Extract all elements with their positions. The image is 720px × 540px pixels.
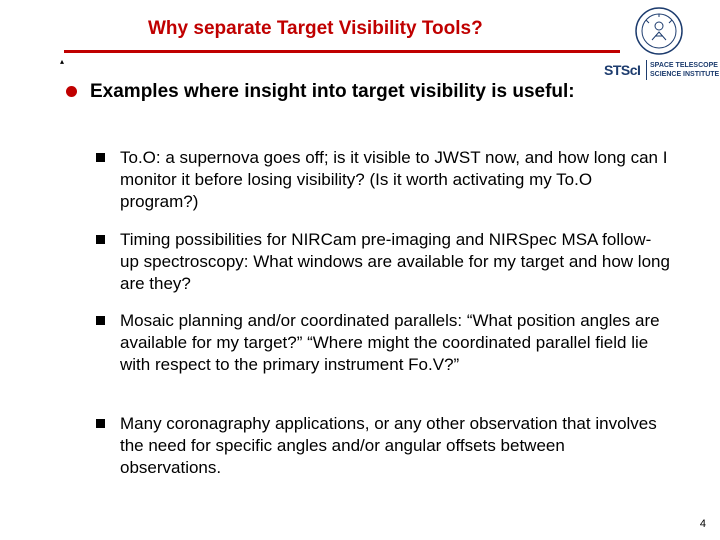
- list-item-text: To.O: a supernova goes off; is it visible to JWST now, and how long can I monitor it before losing visibility? (Is it worth activating my To.O program?): [120, 148, 668, 211]
- institute-seal-icon: [634, 6, 684, 56]
- underline-mark: ▴: [60, 57, 65, 66]
- slide-title: Why separate Target Visibility Tools?: [148, 18, 483, 39]
- bullet-dot-icon: [66, 86, 77, 97]
- square-bullet-icon: [96, 235, 105, 244]
- institute-name: [650, 61, 720, 79]
- list-item-text: Mosaic planning and/or coordinated parallels: “What position angles are available for my target?” “Where might the coordinated parallel field lie with respect to the primary instrument Fo.V?”: [120, 311, 660, 374]
- title-underline: [64, 50, 620, 53]
- institute-name-line2: SCIENCE INSTITUTE: [650, 71, 720, 78]
- logo-abbreviation: STScI: [604, 62, 641, 78]
- list-item-text: Timing possibilities for NIRCam pre-imaging and NIRSpec MSA follow-up spectroscopy: What windows are available for my target and how long are they?: [120, 230, 670, 293]
- square-bullet-icon: [96, 153, 105, 162]
- stsci-logo: [604, 6, 720, 82]
- square-bullet-icon: [96, 316, 105, 325]
- square-bullet-icon: [96, 419, 105, 428]
- page-number: 4: [699, 518, 706, 530]
- logo-separator: [646, 60, 647, 80]
- institute-name-line1: SPACE TELESCOPE: [650, 62, 718, 69]
- list-item-text: Many coronagraphy applications, or any other observation that involves the need for specific angles and/or angular offsets between observations.: [120, 414, 657, 477]
- main-bullet-text: Examples where insight into target visibility is useful:: [90, 81, 575, 102]
